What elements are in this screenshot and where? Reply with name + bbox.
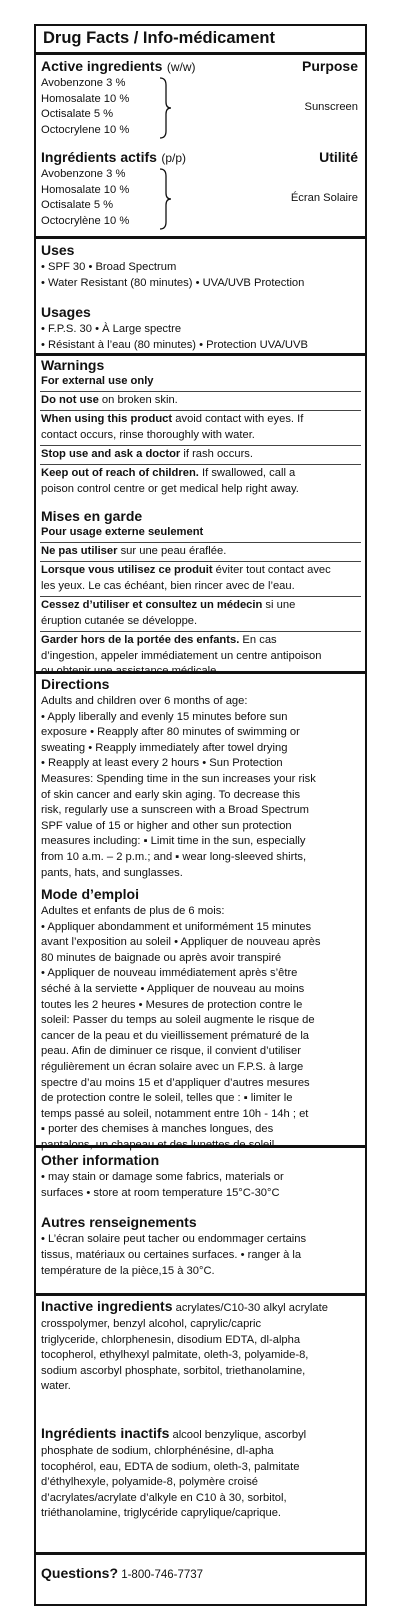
ne-pas-utiliser-text: sur une peau éraflée. <box>117 545 227 557</box>
directions-line: • Apply liberally and evenly 15 minutes before sun <box>41 710 288 723</box>
brace-icon <box>158 77 172 139</box>
actifs-unit: (p/p) <box>161 151 187 165</box>
other-info-section <box>36 1145 365 1296</box>
mode-line: ▪ porter des chemises à manches longues, des <box>41 1123 274 1136</box>
mode-body <box>41 904 360 1154</box>
usage-externe: Pour usage externe seulement <box>41 526 204 538</box>
warnings-heading: Warnings <box>41 357 105 373</box>
inactive-line: triglyceride, chlorphenesin, disodium EDTA, dl-alpha <box>41 1333 301 1346</box>
inactifs-body <box>41 1444 360 1522</box>
keep-out <box>41 466 295 481</box>
when-using-label: When using this product <box>41 413 173 425</box>
autres-line: • L’écran solaire peut tacher ou endommager certains <box>41 1233 307 1245</box>
active-item: Octisalate 5 % <box>41 108 114 120</box>
actifs-heading-line <box>41 149 186 167</box>
uses-line: • Water Resistant (80 minutes) • UVA/UVB Protection <box>41 277 305 289</box>
inactive-body <box>41 1317 360 1395</box>
other-line: • may stain or damage some fabrics, materials or <box>41 1171 284 1183</box>
inactive-heading: Inactive ingredients <box>41 1298 173 1314</box>
divider <box>40 391 361 392</box>
divider <box>40 596 361 597</box>
active-heading: Active ingredients <box>41 58 163 74</box>
mode-line: de protection contre le soleil, telles que : ▪ limiter le <box>41 1092 293 1105</box>
divider <box>40 542 361 543</box>
inactifs-line: d’acrylates/acrylate d’alkyle en C10 à 30, sorbitol, <box>41 1491 287 1504</box>
inactifs-first-line <box>41 1426 306 1443</box>
mode-line: • Appliquer abondamment et uniformément 15 minutes <box>41 920 312 933</box>
mode-line: cancer de la peau et du vieillissement prématuré de la <box>41 1029 310 1042</box>
mode-line: spectre d’au moins 15 et d’appliquer d’autres mesures <box>41 1076 310 1089</box>
uses-line: • SPF 30 • Broad Spectrum <box>41 261 177 273</box>
directions-body <box>41 694 360 881</box>
mode-line: peau. Afin de diminuer ce risque, il convient d’utiliser <box>41 1045 301 1058</box>
keep-out-label: Keep out of reach of children. <box>41 467 199 479</box>
directions-line: sweating • Reapply immediately after towel drying <box>41 741 288 754</box>
inactifs-line: triéthanolamine, triglycéride caprylique/caprique. <box>41 1507 282 1520</box>
mode-line: Adultes et enfants de plus de 6 mois: <box>41 905 225 917</box>
inactifs-line: d’éthylhexyle, polyamide-8, polymère croisé <box>41 1476 259 1489</box>
active-item: Avobenzone 3 % <box>41 77 126 89</box>
divider <box>40 631 361 632</box>
inactive-line: sodium ascorbyl phosphate, sorbitol, triethanolamine, <box>41 1364 306 1377</box>
cessez-text: si une <box>262 599 296 611</box>
directions-line: risk, regularly use a sunscreen with a Broad Spectrum <box>41 804 309 817</box>
divider <box>40 561 361 562</box>
mode-line: • Appliquer de nouveau immédiatement après s’être <box>41 967 298 980</box>
when-using <box>41 412 303 427</box>
actifs-heading: Ingrédients actifs <box>41 149 157 165</box>
brace-icon <box>158 168 172 230</box>
directions-line: measures including: ▪ Limit time in the sun, especially <box>41 835 306 848</box>
warnings-section <box>36 353 365 677</box>
mode-heading: Mode d’emploi <box>41 886 139 902</box>
mode-line: toutes les 2 heures • Mesures de protection contre le <box>41 998 303 1011</box>
mises-heading: Mises en garde <box>41 508 143 524</box>
inactive-section <box>36 1293 365 1555</box>
cessez-cont: éruption cutanée se développe. <box>41 615 198 627</box>
panel-title: Drug Facts / Info-médicament <box>43 29 275 47</box>
stop-use-label: Stop use and ask a doctor <box>41 448 181 460</box>
mode-line: pantalons, un chapeau et des lunettes de soleil. <box>41 1138 278 1151</box>
divider <box>40 464 361 465</box>
stop-use <box>41 447 253 462</box>
lorsque-cont: les yeux. Le cas échéant, bien rincer avec de l’eau. <box>41 580 295 592</box>
directions-line: Measures: Spending time in the sun increases your risk <box>41 772 316 785</box>
mode-line: 80 minutes de baignade ou après avoir transpiré <box>41 951 282 964</box>
inactifs-first-text: alcool benzylique, ascorbyl <box>169 1429 307 1441</box>
keep-out-cont: poison control centre or get medical help right away. <box>41 483 299 495</box>
usages-heading: Usages <box>41 304 91 320</box>
mode-line: avant l’exposition au soleil • Appliquer de nouveau après <box>41 936 321 949</box>
other-heading: Other information <box>41 1152 160 1168</box>
actifs-item: Homosalate 10 % <box>41 184 130 196</box>
directions-line: pants, hats, and sunglasses. <box>41 866 183 879</box>
autres-line: température de la pièce,15 à 30°C. <box>41 1265 215 1277</box>
lorsque-text: éviter tout contact avec <box>212 564 331 576</box>
inactive-line: water. <box>41 1380 71 1393</box>
do-not-use-label: Do not use <box>41 394 99 406</box>
cessez <box>41 598 295 613</box>
actifs-item: Avobenzone 3 % <box>41 168 126 180</box>
directions-heading: Directions <box>41 676 110 692</box>
active-heading-line <box>41 58 196 76</box>
when-using-text: avoid contact with eyes. If <box>172 413 304 425</box>
questions-line <box>41 1565 203 1583</box>
directions-section <box>36 671 365 1151</box>
active-purpose: Sunscreen <box>304 101 358 113</box>
uses-heading: Uses <box>41 242 75 258</box>
divider <box>40 445 361 446</box>
garder-cont: d’ingestion, appeler immédiatement un centre antipoison <box>41 650 322 662</box>
drug-facts-panel <box>34 24 367 1606</box>
garder-cont: ou obtenir une assistance médicale. <box>41 665 220 677</box>
inactive-line: tocopherol, ethylhexyl palmitate, oleth-3, polyamide-8, <box>41 1349 309 1362</box>
ne-pas-utiliser-label: Ne pas utiliser <box>41 545 118 557</box>
mode-line: séché à la serviette • Appliquer de nouveau au moins <box>41 982 305 995</box>
active-ingredients-section <box>36 52 365 239</box>
directions-line: • Reapply at least every 2 hours • Sun Protection <box>41 757 283 770</box>
usages-line: • Résistant à l’eau (80 minutes) • Protection UVA/UVB <box>41 339 308 351</box>
active-unit: (w/w) <box>166 60 196 74</box>
utilite-heading: Utilité <box>319 149 358 165</box>
active-item: Octocrylene 10 % <box>41 124 130 136</box>
do-not-use <box>41 393 178 408</box>
questions-phone: 1-800-746-7737 <box>118 1569 204 1581</box>
when-using-cont: contact occurs, rinse thoroughly with water. <box>41 429 255 441</box>
directions-line: SPF value of 15 or higher and other sun protection <box>41 819 292 832</box>
garder-label: Garder hors de la portée des enfants. <box>41 634 240 646</box>
uses-section <box>36 236 365 356</box>
do-not-use-text: on broken skin. <box>98 394 178 406</box>
actifs-item: Octisalate 5 % <box>41 199 114 211</box>
directions-line: from 10 a.m. – 2 p.m.; and ▪ wear long-sleeved shirts, <box>41 850 307 863</box>
inactive-first-text: acrylates/C10-30 alkyl acrylate <box>172 1302 328 1314</box>
autres-line: tissus, matériaux ou certaines surfaces. • ranger à la <box>41 1249 302 1261</box>
directions-line: Adults and children over 6 months of age: <box>41 695 248 707</box>
keep-out-text: If swallowed, call a <box>198 467 296 479</box>
questions-section <box>36 1552 365 1609</box>
directions-line: exposure • Reapply after 80 minutes of swimming or <box>41 726 300 739</box>
mode-line: temps passé au soleil, notamment entre 10h - 14h ; et <box>41 1107 309 1120</box>
lorsque <box>41 563 331 578</box>
cessez-label: Cessez d’utiliser et consultez un médecin <box>41 599 263 611</box>
active-item: Homosalate 10 % <box>41 93 130 105</box>
questions-heading: Questions? <box>41 1565 119 1581</box>
ne-pas-utiliser <box>41 544 226 559</box>
external-use: For external use only <box>41 375 154 387</box>
mode-line: régulièrement un écran solaire avec un F.P.S. à large <box>41 1060 304 1073</box>
directions-line: of skin cancer and early skin aging. To decrease this <box>41 788 301 801</box>
actifs-purpose: Écran Solaire <box>290 192 358 204</box>
garder-text: En cas <box>239 634 277 646</box>
garder <box>41 633 277 648</box>
divider <box>40 410 361 411</box>
lorsque-label: Lorsque vous utilisez ce produit <box>41 564 213 576</box>
inactifs-line: phosphate de sodium, chlorphénésine, dl-apha <box>41 1445 274 1457</box>
inactifs-heading: Ingrédients inactifs <box>41 1425 170 1441</box>
inactifs-line: tocophérol, eau, EDTA de sodium, oleth-3, palmitate <box>41 1460 300 1473</box>
inactive-line: crosspolymer, benzyl alcohol, caprylic/capric <box>41 1318 262 1330</box>
inactive-first-line <box>41 1299 328 1316</box>
actifs-item: Octocrylène 10 % <box>41 215 130 227</box>
stop-use-text: if rash occurs. <box>180 448 254 460</box>
usages-line: • F.P.S. 30 • À Large spectre <box>41 323 182 335</box>
other-line: surfaces • store at room temperature 15°C-30°C <box>41 1187 280 1199</box>
mode-line: soleil: Passer du temps au soleil augmente le risque de <box>41 1014 315 1027</box>
purpose-heading: Purpose <box>301 58 358 74</box>
autres-heading: Autres renseignements <box>41 1214 197 1230</box>
